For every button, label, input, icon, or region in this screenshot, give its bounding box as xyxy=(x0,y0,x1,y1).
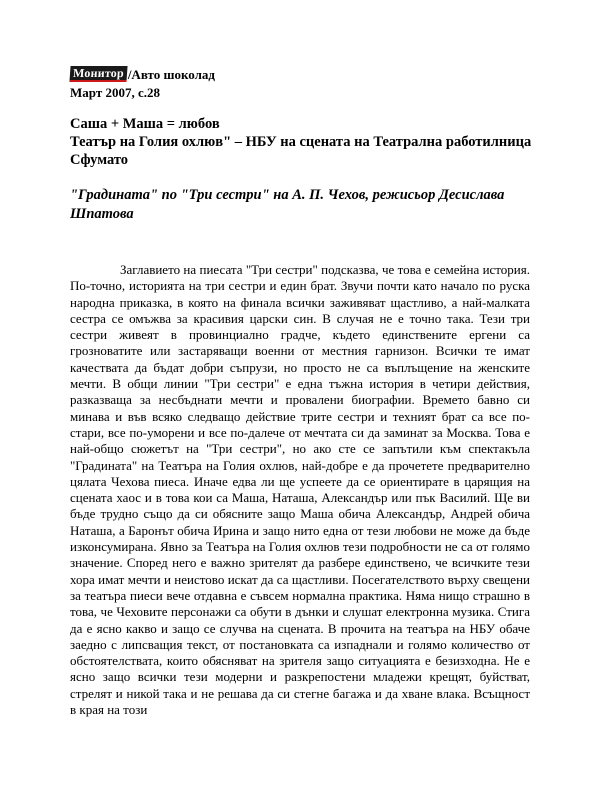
headline-theatre: Театър на Голия охлюв" – НБУ на сцената на Театрална работилница Сфумато xyxy=(70,134,532,168)
source-publication: /Авто шоколад xyxy=(127,67,215,82)
article-subhead: "Градината" по "Три сестри" на А. П. Чехов, режисьор Десислава Шпатова xyxy=(70,187,505,222)
article-headline xyxy=(70,115,540,169)
monitor-logo: Монитор xyxy=(69,66,127,82)
headline-title: Саша + Маша = любов xyxy=(70,116,220,132)
masthead xyxy=(70,66,215,82)
issue-date-page: Март 2007, с.28 xyxy=(70,85,160,100)
article-body: Заглавието на пиесата "Три сестри" подсказва, че това е семейна история. По-точно, историята на три сестри и един брат. Звучи почти като начало по руска народна приказка, в която на финала всички заживяват щастливо, а най-малката сестра се омъжва за красивия царски син. В случая не е точно така. Тези три сестри живеят в провинциално градче, където единствените ергени са грозноватите или застаряващи военни от местния гарнизон. Всички те имат качествата да бъдат добри съпрузи, но просто не са въплъщение на женските мечти. В общи линии "Три сестри" е една тъжна история в четири действия, разказваща за несбъднати мечти и провалени биографии. Времето бавно си минава и във всяко следващо действие трите сестри и техният брат са все по-стари, все по-уморени и все по-далече от мечтата си да заминат за Москва. Това е най-общо сюжетът на "Три сестри", но ако сте се запътили към спектакъла "Градината" на Театъра на Голия охлюв, най-добре е да прочетете предварително цялата Чехова пиеса. Иначе едва ли ще успеете да се ориентирате в царящия на сцената хаос и в това кои са Маша, Наташа, Александър или пък Василий. Ще ви бъде трудно също да си обясните защо Маша обича Александър, Андрей обича Наташа, а Баронът обича Ирина и защо нито една от тези любови не може да бъде изконсумирана. Явно за Театъра на Голия охлюв тези подробности не са от голямо значение. Според него е важно зрителят да разбере единствено, че всичките тези хора имат мечти и неистово искат да са щастливи. Посегателството върху свещени за театъра пиеси вече отдавна е съвсем нормална практика. Няма нищо страшно в това, че Чеховите персонажи са обути в дънки и слушат електронна музика. Стига да е ясно какво и защо се случва на сцената. В прочита на театъра на НБУ обаче заедно с липсващия текст, от постановката са изпаднали и голямо количество от обстоятелствата, които обясняват на зрителя защо ситуацията е безизходна. Не е ясно защо всички тези модерни и разкрепостени младежи крещят, буйстват, стрелят и никой така и не решава да си стегне багажа и да хване влака. Всъщност в края на този xyxy=(70,262,530,718)
